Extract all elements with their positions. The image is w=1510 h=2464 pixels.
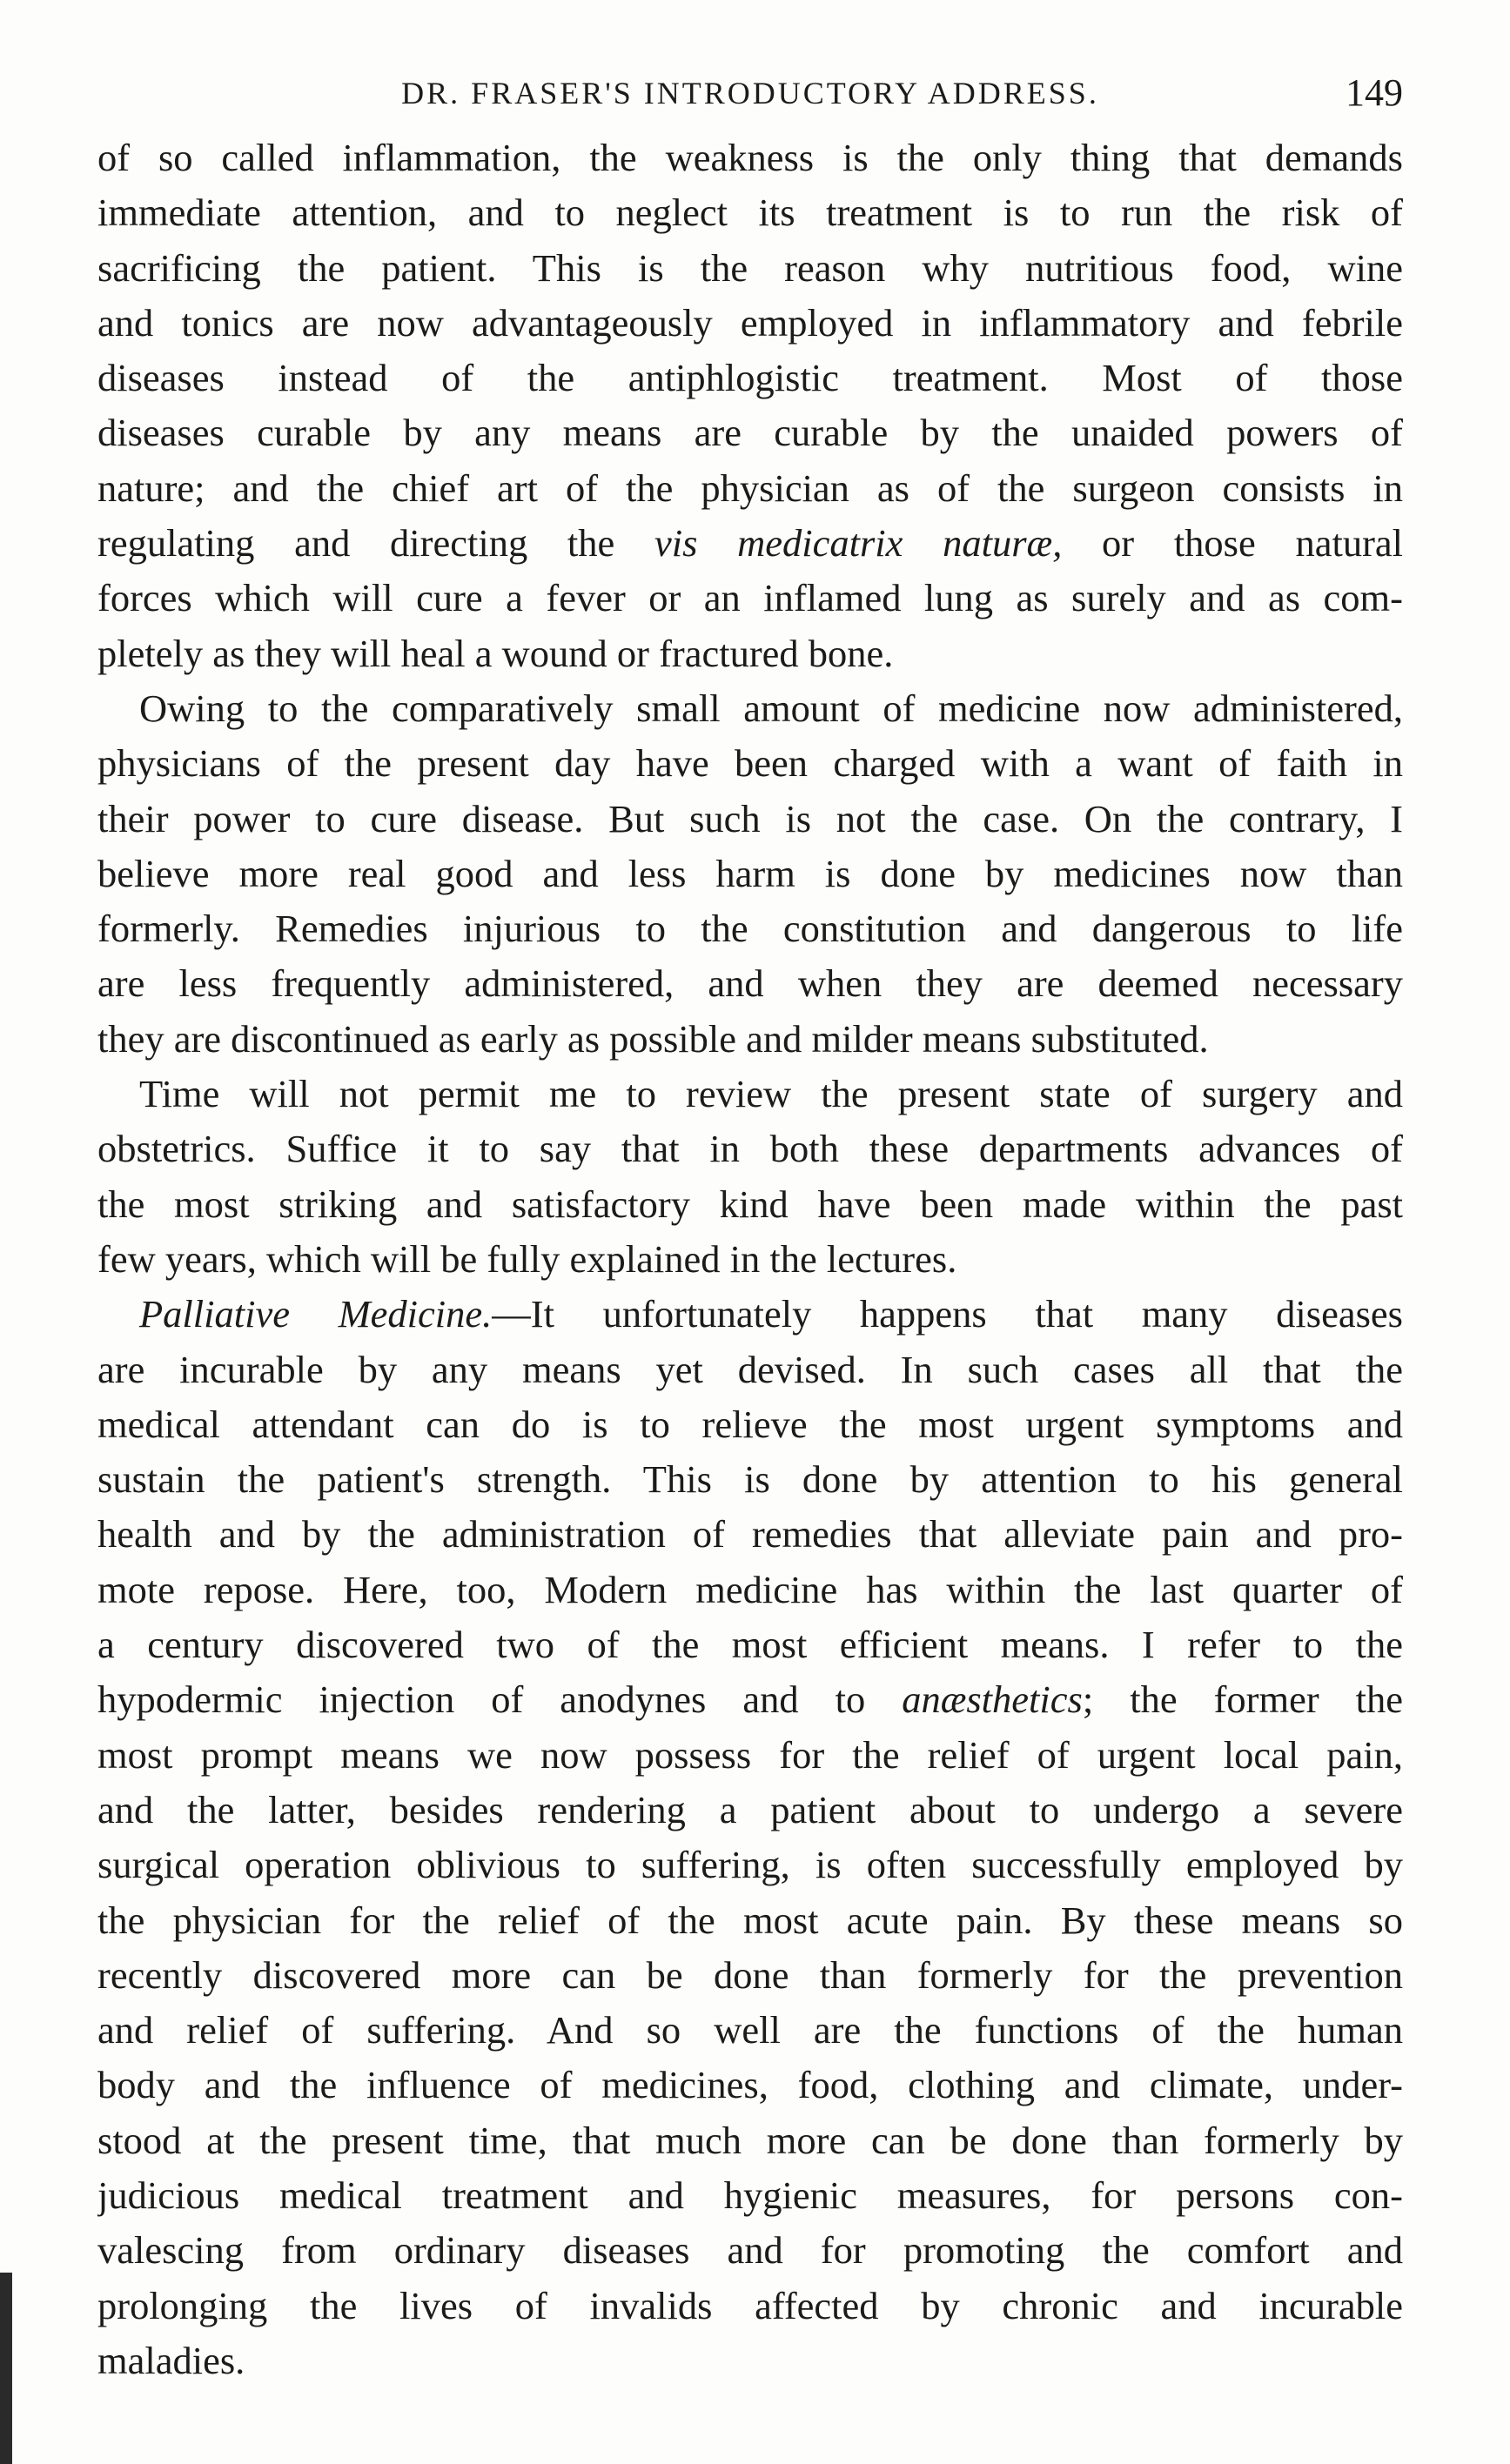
text-line: sustain the patient's strength. This is done by attention to his general bbox=[97, 1457, 1403, 1502]
text-line: few years, which will be fully explained in the lectures. bbox=[97, 1236, 957, 1281]
text-line: surgical operation oblivious to suffering, is often successfully employed by bbox=[97, 1843, 1403, 1887]
text-segment: hypodermic injection of anodynes and to bbox=[97, 1677, 903, 1722]
text-line: of so called inflammation, the weakness is the only thing that demands bbox=[97, 136, 1403, 179]
italic-phrase: vis medicatrix naturæ, bbox=[654, 521, 1063, 566]
text-line: diseases curable by any means are curable by the unaided powers of bbox=[97, 411, 1403, 455]
text-line: medical attendant can do is to relieve the most urgent symptoms and bbox=[97, 1402, 1403, 1446]
text-line: believe more real good and less harm is done by medicines now than bbox=[97, 851, 1403, 895]
page-number: 149 bbox=[1346, 71, 1403, 114]
text-line: most prompt means we now possess for the relief of urgent local pain, bbox=[97, 1732, 1403, 1777]
running-head bbox=[97, 63, 1403, 124]
text-line: immediate attention, and to neglect its treatment is to run the risk of bbox=[97, 191, 1403, 235]
text-segment: regulating and directing the bbox=[97, 521, 654, 566]
text-line: body and the influence of medicines, food, clothing and climate, under- bbox=[97, 2063, 1403, 2107]
text-line: and tonics are now advantageously employed in inflammatory and febrile bbox=[97, 300, 1403, 345]
text-line: health and by the administration of remedies that alleviate pain and pro- bbox=[97, 1512, 1403, 1557]
text-line: are incurable by any means yet devised. In such cases all that the bbox=[97, 1347, 1403, 1391]
text-line: physicians of the present day have been charged with a want of faith in bbox=[97, 741, 1403, 786]
text-line: pletely as they will heal a wound or fractured bone. bbox=[97, 631, 894, 675]
section-heading: Palliative Medicine. bbox=[139, 1292, 493, 1336]
text-line: prolonging the lives of invalids affected by chronic and incurable bbox=[97, 2283, 1403, 2327]
text-line bbox=[97, 1287, 1403, 1342]
text-line: mote repose. Here, too, Modern medicine has within the last quarter of bbox=[97, 1567, 1403, 1611]
text-line: the physician for the relief of the most acute pain. By these means so bbox=[97, 1898, 1403, 1942]
body-text bbox=[97, 131, 1403, 2388]
text-line: nature; and the chief art of the physician as of the surgeon consists in bbox=[97, 465, 1403, 510]
text-line: forces which will cure a fever or an inflamed lung as surely and as com- bbox=[97, 576, 1403, 620]
text-line: maladies. bbox=[97, 2338, 245, 2382]
text-line: valescing from ordinary diseases and for promoting the comfort and bbox=[97, 2228, 1403, 2273]
text-line: formerly. Remedies injurious to the constitution and dangerous to life bbox=[97, 907, 1403, 951]
text-line bbox=[97, 516, 1403, 571]
running-title: DR. FRASER'S INTRODUCTORY ADDRESS. bbox=[401, 76, 1099, 110]
text-line bbox=[97, 1672, 1403, 1727]
text-line: their power to cure disease. But such is not the case. On the contrary, I bbox=[97, 796, 1403, 840]
italic-phrase: anæsthetics bbox=[902, 1677, 1083, 1722]
text-segment: —It unfortunately happens that many diseases bbox=[492, 1292, 1403, 1336]
text-line: sacrificing the patient. This is the reason why nutritious food, wine bbox=[97, 245, 1403, 290]
text-line: stood at the present time, that much more can be done than formerly by bbox=[97, 2118, 1403, 2162]
text-line: Owing to the comparatively small amount of medicine now administered, bbox=[139, 686, 1403, 730]
text-segment: or those natural bbox=[1062, 521, 1403, 566]
text-line: obstetrics. Suffice it to say that in both these departments advances of bbox=[97, 1127, 1403, 1171]
text-segment: ; the former the bbox=[1082, 1677, 1403, 1722]
text-line: a century discovered two of the most efficient means. I refer to the bbox=[97, 1623, 1403, 1667]
scan-binding-shadow bbox=[0, 2273, 12, 2464]
text-line: judicious medical treatment and hygienic measures, for persons con- bbox=[97, 2173, 1403, 2217]
text-line: and relief of suffering. And so well are the functions of the human bbox=[97, 2008, 1403, 2052]
text-line: the most striking and satisfactory kind have been made within the past bbox=[97, 1182, 1403, 1226]
text-line: they are discontinued as early as possible and milder means substituted. bbox=[97, 1016, 1209, 1061]
text-line: diseases instead of the antiphlogistic treatment. Most of those bbox=[97, 356, 1403, 400]
text-line: Time will not permit me to review the present state of surgery and bbox=[139, 1072, 1403, 1116]
text-line: recently discovered more can be done than formerly for the prevention bbox=[97, 1952, 1403, 1997]
text-line: and the latter, besides rendering a patient about to undergo a severe bbox=[97, 1787, 1403, 1831]
text-line: are less frequently administered, and when they are deemed necessary bbox=[97, 961, 1403, 1006]
